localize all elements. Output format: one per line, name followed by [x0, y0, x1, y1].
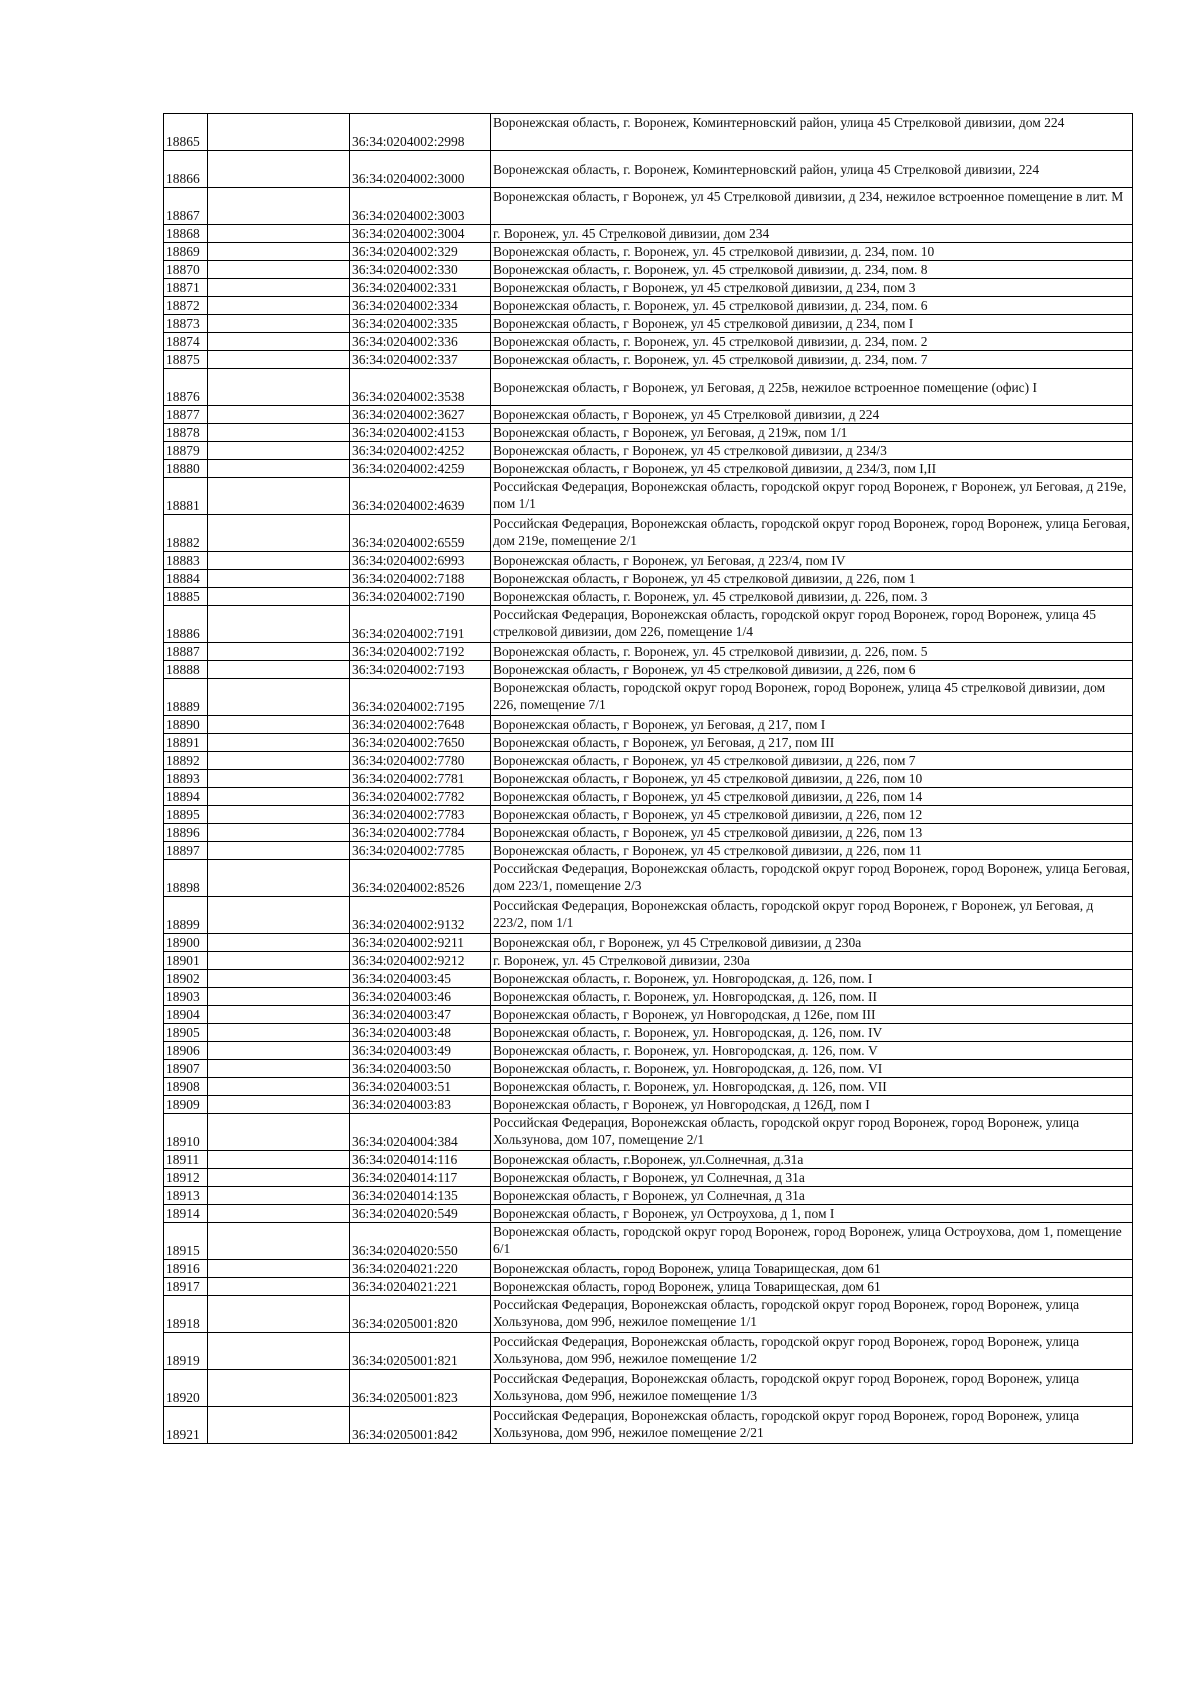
- empty-cell: [208, 1205, 350, 1223]
- cadastral-number-cell: 36:34:0204002:7784: [350, 824, 491, 842]
- table-row: [164, 770, 1133, 788]
- empty-cell: [208, 442, 350, 460]
- registry-table: [163, 113, 1133, 1444]
- table-row: [164, 988, 1133, 1006]
- table-row: [164, 1278, 1133, 1296]
- address-cell: Воронежская область, город Воронеж, улица Товарищеская, дом 61: [491, 1260, 1133, 1278]
- empty-cell: [208, 970, 350, 988]
- address-cell: Воронежская область, г. Воронеж, ул. Новгородская, д. 126, пом. IV: [491, 1024, 1133, 1042]
- cadastral-number-cell: 36:34:0204002:7650: [350, 734, 491, 752]
- row-number-cell: 18915: [164, 1223, 208, 1260]
- address-cell: Воронежская область, городской округ город Воронеж, город Воронеж, улица Остроухова, дом 1, помещение 6/1: [491, 1223, 1133, 1260]
- row-number-cell: 18887: [164, 643, 208, 661]
- table-row: [164, 1223, 1133, 1260]
- row-number-cell: 18890: [164, 716, 208, 734]
- cadastral-number-cell: 36:34:0204002:7648: [350, 716, 491, 734]
- address-cell: Воронежская область, г. Воронеж, ул. 45 стрелковой дивизии, д. 234, пом. 7: [491, 351, 1133, 369]
- cadastral-number-cell: 36:34:0204002:7780: [350, 752, 491, 770]
- address-cell: Воронежская область, г Воронеж, ул Беговая, д 225в, нежилое встроенное помещение (офис) I: [491, 369, 1133, 406]
- empty-cell: [208, 679, 350, 716]
- row-number-cell: 18888: [164, 661, 208, 679]
- cadastral-number-cell: 36:34:0204003:49: [350, 1042, 491, 1060]
- table-row: [164, 1260, 1133, 1278]
- row-number-cell: 18921: [164, 1407, 208, 1444]
- table-row: [164, 1296, 1133, 1333]
- cadastral-number-cell: 36:34:0204002:4252: [350, 442, 491, 460]
- empty-cell: [208, 770, 350, 788]
- row-number-cell: 18901: [164, 952, 208, 970]
- table-row: [164, 515, 1133, 552]
- empty-cell: [208, 151, 350, 188]
- empty-cell: [208, 243, 350, 261]
- row-number-cell: 18891: [164, 734, 208, 752]
- empty-cell: [208, 588, 350, 606]
- table-row: [164, 297, 1133, 315]
- cadastral-number-cell: 36:34:0204003:50: [350, 1060, 491, 1078]
- empty-cell: [208, 478, 350, 515]
- row-number-cell: 18894: [164, 788, 208, 806]
- row-number-cell: 18918: [164, 1296, 208, 1333]
- cadastral-number-cell: 36:34:0204002:3538: [350, 369, 491, 406]
- address-cell: Воронежская область, г Воронеж, ул Солнечная, д 31а: [491, 1187, 1133, 1205]
- empty-cell: [208, 297, 350, 315]
- row-number-cell: 18867: [164, 188, 208, 225]
- row-number-cell: 18879: [164, 442, 208, 460]
- table-row: [164, 243, 1133, 261]
- empty-cell: [208, 1096, 350, 1114]
- empty-cell: [208, 1042, 350, 1060]
- address-cell: Воронежская область, г Воронеж, ул 45 стрелковой дивизии, д 226, пом 7: [491, 752, 1133, 770]
- table-row: [164, 1333, 1133, 1370]
- empty-cell: [208, 1151, 350, 1169]
- table-row: [164, 752, 1133, 770]
- address-cell: Воронежская область, г Воронеж, ул 45 Стрелковой дивизии, д 234, нежилое встроенное помещение в лит. М: [491, 188, 1133, 225]
- address-cell: Воронежская область, г Воронеж, ул 45 стрелковой дивизии, д 226, пом 13: [491, 824, 1133, 842]
- row-number-cell: 18917: [164, 1278, 208, 1296]
- cadastral-number-cell: 36:34:0204002:7783: [350, 806, 491, 824]
- cadastral-number-cell: 36:34:0204002:4259: [350, 460, 491, 478]
- cadastral-number-cell: 36:34:0204002:9211: [350, 934, 491, 952]
- row-number-cell: 18870: [164, 261, 208, 279]
- table-row: [164, 1006, 1133, 1024]
- cadastral-number-cell: 36:34:0204002:2998: [350, 114, 491, 151]
- cadastral-number-cell: 36:34:0204002:3003: [350, 188, 491, 225]
- empty-cell: [208, 806, 350, 824]
- empty-cell: [208, 1223, 350, 1260]
- cadastral-number-cell: 36:34:0204003:45: [350, 970, 491, 988]
- table-row: [164, 860, 1133, 897]
- table-row: [164, 424, 1133, 442]
- table-row: [164, 1024, 1133, 1042]
- row-number-cell: 18896: [164, 824, 208, 842]
- empty-cell: [208, 988, 350, 1006]
- address-cell: Российская Федерация, Воронежская область, городской округ город Воронеж, город Воронеж, улица Беговая, дом 219е, помещение 2/1: [491, 515, 1133, 552]
- address-cell: Воронежская область, г. Воронеж, ул. 45 стрелковой дивизии, д. 234, пом. 10: [491, 243, 1133, 261]
- table-row: [164, 1114, 1133, 1151]
- empty-cell: [208, 1114, 350, 1151]
- row-number-cell: 18902: [164, 970, 208, 988]
- table-row: [164, 1169, 1133, 1187]
- address-cell: Воронежская область, г. Воронеж, ул. 45 стрелковой дивизии, д. 234, пом. 2: [491, 333, 1133, 351]
- address-cell: Воронежская область, г Воронеж, ул 45 стрелковой дивизии, д 226, пом 12: [491, 806, 1133, 824]
- table-row: [164, 734, 1133, 752]
- cadastral-number-cell: 36:34:0204002:3000: [350, 151, 491, 188]
- cadastral-number-cell: 36:34:0204014:117: [350, 1169, 491, 1187]
- address-cell: Воронежская область, г. Воронеж, ул. 45 стрелковой дивизии, д. 234, пом. 6: [491, 297, 1133, 315]
- row-number-cell: 18919: [164, 1333, 208, 1370]
- address-cell: Воронежская область, г. Воронеж, ул. Новгородская, д. 126, пом. II: [491, 988, 1133, 1006]
- table-row: [164, 1060, 1133, 1078]
- address-cell: Воронежская область, г. Воронеж, ул. Новгородская, д. 126, пом. VI: [491, 1060, 1133, 1078]
- empty-cell: [208, 261, 350, 279]
- row-number-cell: 18893: [164, 770, 208, 788]
- table-row: [164, 970, 1133, 988]
- empty-cell: [208, 351, 350, 369]
- table-row: [164, 679, 1133, 716]
- table-row: [164, 369, 1133, 406]
- row-number-cell: 18881: [164, 478, 208, 515]
- table-row: [164, 406, 1133, 424]
- table-row: [164, 1205, 1133, 1223]
- table-row: [164, 478, 1133, 515]
- empty-cell: [208, 333, 350, 351]
- cadastral-number-cell: 36:34:0204002:7193: [350, 661, 491, 679]
- row-number-cell: 18872: [164, 297, 208, 315]
- address-cell: Воронежская область, городской округ город Воронеж, город Воронеж, улица 45 стрелковой дивизии, дом 226, помещение 7/1: [491, 679, 1133, 716]
- address-cell: Воронежская область, г. Воронеж, Коминтерновский район, улица 45 Стрелковой дивизии, дом 224: [491, 114, 1133, 151]
- empty-cell: [208, 860, 350, 897]
- row-number-cell: 18871: [164, 279, 208, 297]
- cadastral-number-cell: 36:34:0205001:823: [350, 1370, 491, 1407]
- address-cell: Российская Федерация, Воронежская область, городской округ город Воронеж, г Воронеж, ул Беговая, д 223/2, пом 1/1: [491, 897, 1133, 934]
- address-cell: Воронежская область, г Воронеж, ул 45 стрелковой дивизии, д 234, пом 3: [491, 279, 1133, 297]
- cadastral-number-cell: 36:34:0205001:820: [350, 1296, 491, 1333]
- table-row: [164, 716, 1133, 734]
- cadastral-number-cell: 36:34:0204002:7195: [350, 679, 491, 716]
- cadastral-number-cell: 36:34:0204002:335: [350, 315, 491, 333]
- empty-cell: [208, 225, 350, 243]
- table-row: [164, 225, 1133, 243]
- empty-cell: [208, 734, 350, 752]
- row-number-cell: 18898: [164, 860, 208, 897]
- row-number-cell: 18909: [164, 1096, 208, 1114]
- table-row: [164, 1096, 1133, 1114]
- cadastral-number-cell: 36:34:0204002:7781: [350, 770, 491, 788]
- table-row: [164, 333, 1133, 351]
- row-number-cell: 18908: [164, 1078, 208, 1096]
- registry-table-body: [164, 114, 1133, 1444]
- table-row: [164, 588, 1133, 606]
- address-cell: Воронежская область, г. Воронеж, ул. 45 стрелковой дивизии, д. 226, пом. 3: [491, 588, 1133, 606]
- table-row: [164, 442, 1133, 460]
- row-number-cell: 18920: [164, 1370, 208, 1407]
- row-number-cell: 18865: [164, 114, 208, 151]
- cadastral-number-cell: 36:34:0204020:550: [350, 1223, 491, 1260]
- address-cell: Воронежская область, г Воронеж, ул 45 стрелковой дивизии, д 234/3: [491, 442, 1133, 460]
- empty-cell: [208, 369, 350, 406]
- row-number-cell: 18904: [164, 1006, 208, 1024]
- empty-cell: [208, 1006, 350, 1024]
- cadastral-number-cell: 36:34:0204014:116: [350, 1151, 491, 1169]
- empty-cell: [208, 1278, 350, 1296]
- cadastral-number-cell: 36:34:0204002:3004: [350, 225, 491, 243]
- table-row: [164, 552, 1133, 570]
- row-number-cell: 18880: [164, 460, 208, 478]
- cadastral-number-cell: 36:34:0204014:135: [350, 1187, 491, 1205]
- address-cell: Воронежская область, город Воронеж, улица Товарищеская, дом 61: [491, 1278, 1133, 1296]
- address-cell: Российская Федерация, Воронежская область, городской округ город Воронеж, город Воронеж, улица Хользунова, дом 99б, нежилое помещение 1/3: [491, 1370, 1133, 1407]
- address-cell: Воронежская область, г Воронеж, ул Новгородская, д 126е, пом III: [491, 1006, 1133, 1024]
- address-cell: Воронежская область, г Воронеж, ул Беговая, д 223/4, пом IV: [491, 552, 1133, 570]
- table-row: [164, 806, 1133, 824]
- empty-cell: [208, 515, 350, 552]
- table-row: [164, 460, 1133, 478]
- empty-cell: [208, 1333, 350, 1370]
- row-number-cell: 18885: [164, 588, 208, 606]
- cadastral-number-cell: 36:34:0204002:7188: [350, 570, 491, 588]
- address-cell: Воронежская область, г Воронеж, ул 45 стрелковой дивизии, д 226, пом 14: [491, 788, 1133, 806]
- table-row: [164, 1078, 1133, 1096]
- row-number-cell: 18897: [164, 842, 208, 860]
- row-number-cell: 18900: [164, 934, 208, 952]
- row-number-cell: 18878: [164, 424, 208, 442]
- table-row: [164, 1370, 1133, 1407]
- empty-cell: [208, 824, 350, 842]
- address-cell: Воронежская область, г Воронеж, ул Беговая, д 217, пом I: [491, 716, 1133, 734]
- empty-cell: [208, 460, 350, 478]
- empty-cell: [208, 952, 350, 970]
- cadastral-number-cell: 36:34:0205001:842: [350, 1407, 491, 1444]
- address-cell: г. Воронеж, ул. 45 Стрелковой дивизии, 230а: [491, 952, 1133, 970]
- row-number-cell: 18910: [164, 1114, 208, 1151]
- empty-cell: [208, 188, 350, 225]
- table-row: [164, 151, 1133, 188]
- row-number-cell: 18866: [164, 151, 208, 188]
- row-number-cell: 18882: [164, 515, 208, 552]
- cadastral-number-cell: 36:34:0204002:6559: [350, 515, 491, 552]
- empty-cell: [208, 1260, 350, 1278]
- table-row: [164, 824, 1133, 842]
- cadastral-number-cell: 36:34:0204002:8526: [350, 860, 491, 897]
- address-cell: Воронежская область, г Воронеж, ул Остроухова, д 1, пом I: [491, 1205, 1133, 1223]
- cadastral-number-cell: 36:34:0204002:9212: [350, 952, 491, 970]
- row-number-cell: 18884: [164, 570, 208, 588]
- cadastral-number-cell: 36:34:0204002:7782: [350, 788, 491, 806]
- address-cell: Воронежская область, г Воронеж, ул Беговая, д 217, пом III: [491, 734, 1133, 752]
- table-row: [164, 643, 1133, 661]
- empty-cell: [208, 752, 350, 770]
- address-cell: Воронежская область, г. Воронеж, ул. Новгородская, д. 126, пом. I: [491, 970, 1133, 988]
- cadastral-number-cell: 36:34:0204002:331: [350, 279, 491, 297]
- empty-cell: [208, 1370, 350, 1407]
- row-number-cell: 18914: [164, 1205, 208, 1223]
- table-row: [164, 952, 1133, 970]
- address-cell: Воронежская область, г Воронеж, ул 45 стрелковой дивизии, д 226, пом 11: [491, 842, 1133, 860]
- cadastral-number-cell: 36:34:0204021:220: [350, 1260, 491, 1278]
- table-row: [164, 114, 1133, 151]
- empty-cell: [208, 1169, 350, 1187]
- table-row: [164, 842, 1133, 860]
- row-number-cell: 18877: [164, 406, 208, 424]
- empty-cell: [208, 661, 350, 679]
- empty-cell: [208, 1060, 350, 1078]
- address-cell: Воронежская обл, г Воронеж, ул 45 Стрелковой дивизии, д 230а: [491, 934, 1133, 952]
- cadastral-number-cell: 36:34:0204002:7191: [350, 606, 491, 643]
- empty-cell: [208, 842, 350, 860]
- row-number-cell: 18916: [164, 1260, 208, 1278]
- row-number-cell: 18869: [164, 243, 208, 261]
- cadastral-number-cell: 36:34:0204002:4153: [350, 424, 491, 442]
- address-cell: Российская Федерация, Воронежская область, городской округ город Воронеж, город Воронеж, улица Беговая, дом 223/1, помещение 2/3: [491, 860, 1133, 897]
- empty-cell: [208, 1078, 350, 1096]
- empty-cell: [208, 114, 350, 151]
- cadastral-number-cell: 36:34:0204003:51: [350, 1078, 491, 1096]
- row-number-cell: 18874: [164, 333, 208, 351]
- address-cell: Воронежская область, г Воронеж, ул 45 стрелковой дивизии, д 234, пом I: [491, 315, 1133, 333]
- table-row: [164, 661, 1133, 679]
- empty-cell: [208, 897, 350, 934]
- cadastral-number-cell: 36:34:0204003:46: [350, 988, 491, 1006]
- cadastral-number-cell: 36:34:0204003:83: [350, 1096, 491, 1114]
- cadastral-number-cell: 36:34:0204002:337: [350, 351, 491, 369]
- address-cell: Российская Федерация, Воронежская область, городской округ город Воронеж, город Воронеж, улица Хользунова, дом 99б, нежилое помещение 1/1: [491, 1296, 1133, 1333]
- address-cell: Воронежская область, г. Воронеж, ул. Новгородская, д. 126, пом. VII: [491, 1078, 1133, 1096]
- cadastral-number-cell: 36:34:0204021:221: [350, 1278, 491, 1296]
- cadastral-number-cell: 36:34:0205001:821: [350, 1333, 491, 1370]
- row-number-cell: 18868: [164, 225, 208, 243]
- table-row: [164, 1151, 1133, 1169]
- table-row: [164, 315, 1133, 333]
- cadastral-number-cell: 36:34:0204003:48: [350, 1024, 491, 1042]
- cadastral-number-cell: 36:34:0204002:7785: [350, 842, 491, 860]
- address-cell: г. Воронеж, ул. 45 Стрелковой дивизии, дом 234: [491, 225, 1133, 243]
- row-number-cell: 18912: [164, 1169, 208, 1187]
- address-cell: Воронежская область, г Воронеж, ул 45 стрелковой дивизии, д 226, пом 6: [491, 661, 1133, 679]
- empty-cell: [208, 1296, 350, 1333]
- cadastral-number-cell: 36:34:0204002:9132: [350, 897, 491, 934]
- empty-cell: [208, 424, 350, 442]
- row-number-cell: 18911: [164, 1151, 208, 1169]
- empty-cell: [208, 606, 350, 643]
- table-row: [164, 570, 1133, 588]
- table-row: [164, 606, 1133, 643]
- address-cell: Российская Федерация, Воронежская область, городской округ город Воронеж, г Воронеж, ул Беговая, д 219е, пом 1/1: [491, 478, 1133, 515]
- table-row: [164, 279, 1133, 297]
- cadastral-number-cell: 36:34:0204002:6993: [350, 552, 491, 570]
- row-number-cell: 18899: [164, 897, 208, 934]
- empty-cell: [208, 279, 350, 297]
- row-number-cell: 18903: [164, 988, 208, 1006]
- row-number-cell: 18875: [164, 351, 208, 369]
- empty-cell: [208, 716, 350, 734]
- cadastral-number-cell: 36:34:0204002:4639: [350, 478, 491, 515]
- empty-cell: [208, 643, 350, 661]
- row-number-cell: 18907: [164, 1060, 208, 1078]
- address-cell: Воронежская область, г Воронеж, ул Новгородская, д 126Д, пом I: [491, 1096, 1133, 1114]
- row-number-cell: 18886: [164, 606, 208, 643]
- address-cell: Воронежская область, г Воронеж, ул Солнечная, д 31а: [491, 1169, 1133, 1187]
- cadastral-number-cell: 36:34:0204002:7190: [350, 588, 491, 606]
- row-number-cell: 18895: [164, 806, 208, 824]
- table-row: [164, 351, 1133, 369]
- address-cell: Российская Федерация, Воронежская область, городской округ город Воронеж, город Воронеж, улица Хользунова, дом 99б, нежилое помещение 1/2: [491, 1333, 1133, 1370]
- empty-cell: [208, 1407, 350, 1444]
- row-number-cell: 18892: [164, 752, 208, 770]
- empty-cell: [208, 406, 350, 424]
- address-cell: Российская Федерация, Воронежская область, городской округ город Воронеж, город Воронеж, улица 45 стрелковой дивизии, дом 226, помещение 1/4: [491, 606, 1133, 643]
- table-row: [164, 934, 1133, 952]
- cadastral-number-cell: 36:34:0204003:47: [350, 1006, 491, 1024]
- cadastral-number-cell: 36:34:0204002:334: [350, 297, 491, 315]
- address-cell: Воронежская область, г. Воронеж, Коминтерновский район, улица 45 Стрелковой дивизии, 224: [491, 151, 1133, 188]
- row-number-cell: 18873: [164, 315, 208, 333]
- row-number-cell: 18889: [164, 679, 208, 716]
- address-cell: Воронежская область, г Воронеж, ул Беговая, д 219ж, пом 1/1: [491, 424, 1133, 442]
- empty-cell: [208, 570, 350, 588]
- address-cell: Воронежская область, г.Воронеж, ул.Солнечная, д.31а: [491, 1151, 1133, 1169]
- row-number-cell: 18905: [164, 1024, 208, 1042]
- cadastral-number-cell: 36:34:0204002:336: [350, 333, 491, 351]
- empty-cell: [208, 934, 350, 952]
- cadastral-number-cell: 36:34:0204002:329: [350, 243, 491, 261]
- address-cell: Воронежская область, г. Воронеж, ул. Новгородская, д. 126, пом. V: [491, 1042, 1133, 1060]
- empty-cell: [208, 1024, 350, 1042]
- table-row: [164, 1042, 1133, 1060]
- row-number-cell: 18876: [164, 369, 208, 406]
- address-cell: Воронежская область, г Воронеж, ул 45 стрелковой дивизии, д 234/3, пом I,II: [491, 460, 1133, 478]
- cadastral-number-cell: 36:34:0204020:549: [350, 1205, 491, 1223]
- row-number-cell: 18906: [164, 1042, 208, 1060]
- address-cell: Воронежская область, г. Воронеж, ул. 45 стрелковой дивизии, д. 234, пом. 8: [491, 261, 1133, 279]
- table-row: [164, 788, 1133, 806]
- empty-cell: [208, 315, 350, 333]
- address-cell: Российская Федерация, Воронежская область, городской округ город Воронеж, город Воронеж, улица Хользунова, дом 99б, нежилое помещение 2/21: [491, 1407, 1133, 1444]
- address-cell: Российская Федерация, Воронежская область, городской округ город Воронеж, город Воронеж, улица Хользунова, дом 107, помещение 2/1: [491, 1114, 1133, 1151]
- cadastral-number-cell: 36:34:0204002:3627: [350, 406, 491, 424]
- empty-cell: [208, 552, 350, 570]
- cadastral-number-cell: 36:34:0204002:330: [350, 261, 491, 279]
- table-row: [164, 261, 1133, 279]
- table-row: [164, 897, 1133, 934]
- address-cell: Воронежская область, г Воронеж, ул 45 стрелковой дивизии, д 226, пом 10: [491, 770, 1133, 788]
- address-cell: Воронежская область, г Воронеж, ул 45 Стрелковой дивизии, д 224: [491, 406, 1133, 424]
- row-number-cell: 18913: [164, 1187, 208, 1205]
- row-number-cell: 18883: [164, 552, 208, 570]
- empty-cell: [208, 788, 350, 806]
- table-row: [164, 1187, 1133, 1205]
- address-cell: Воронежская область, г Воронеж, ул 45 стрелковой дивизии, д 226, пом 1: [491, 570, 1133, 588]
- cadastral-number-cell: 36:34:0204002:7192: [350, 643, 491, 661]
- address-cell: Воронежская область, г. Воронеж, ул. 45 стрелковой дивизии, д. 226, пом. 5: [491, 643, 1133, 661]
- cadastral-number-cell: 36:34:0204004:384: [350, 1114, 491, 1151]
- table-row: [164, 1407, 1133, 1444]
- empty-cell: [208, 1187, 350, 1205]
- table-row: [164, 188, 1133, 225]
